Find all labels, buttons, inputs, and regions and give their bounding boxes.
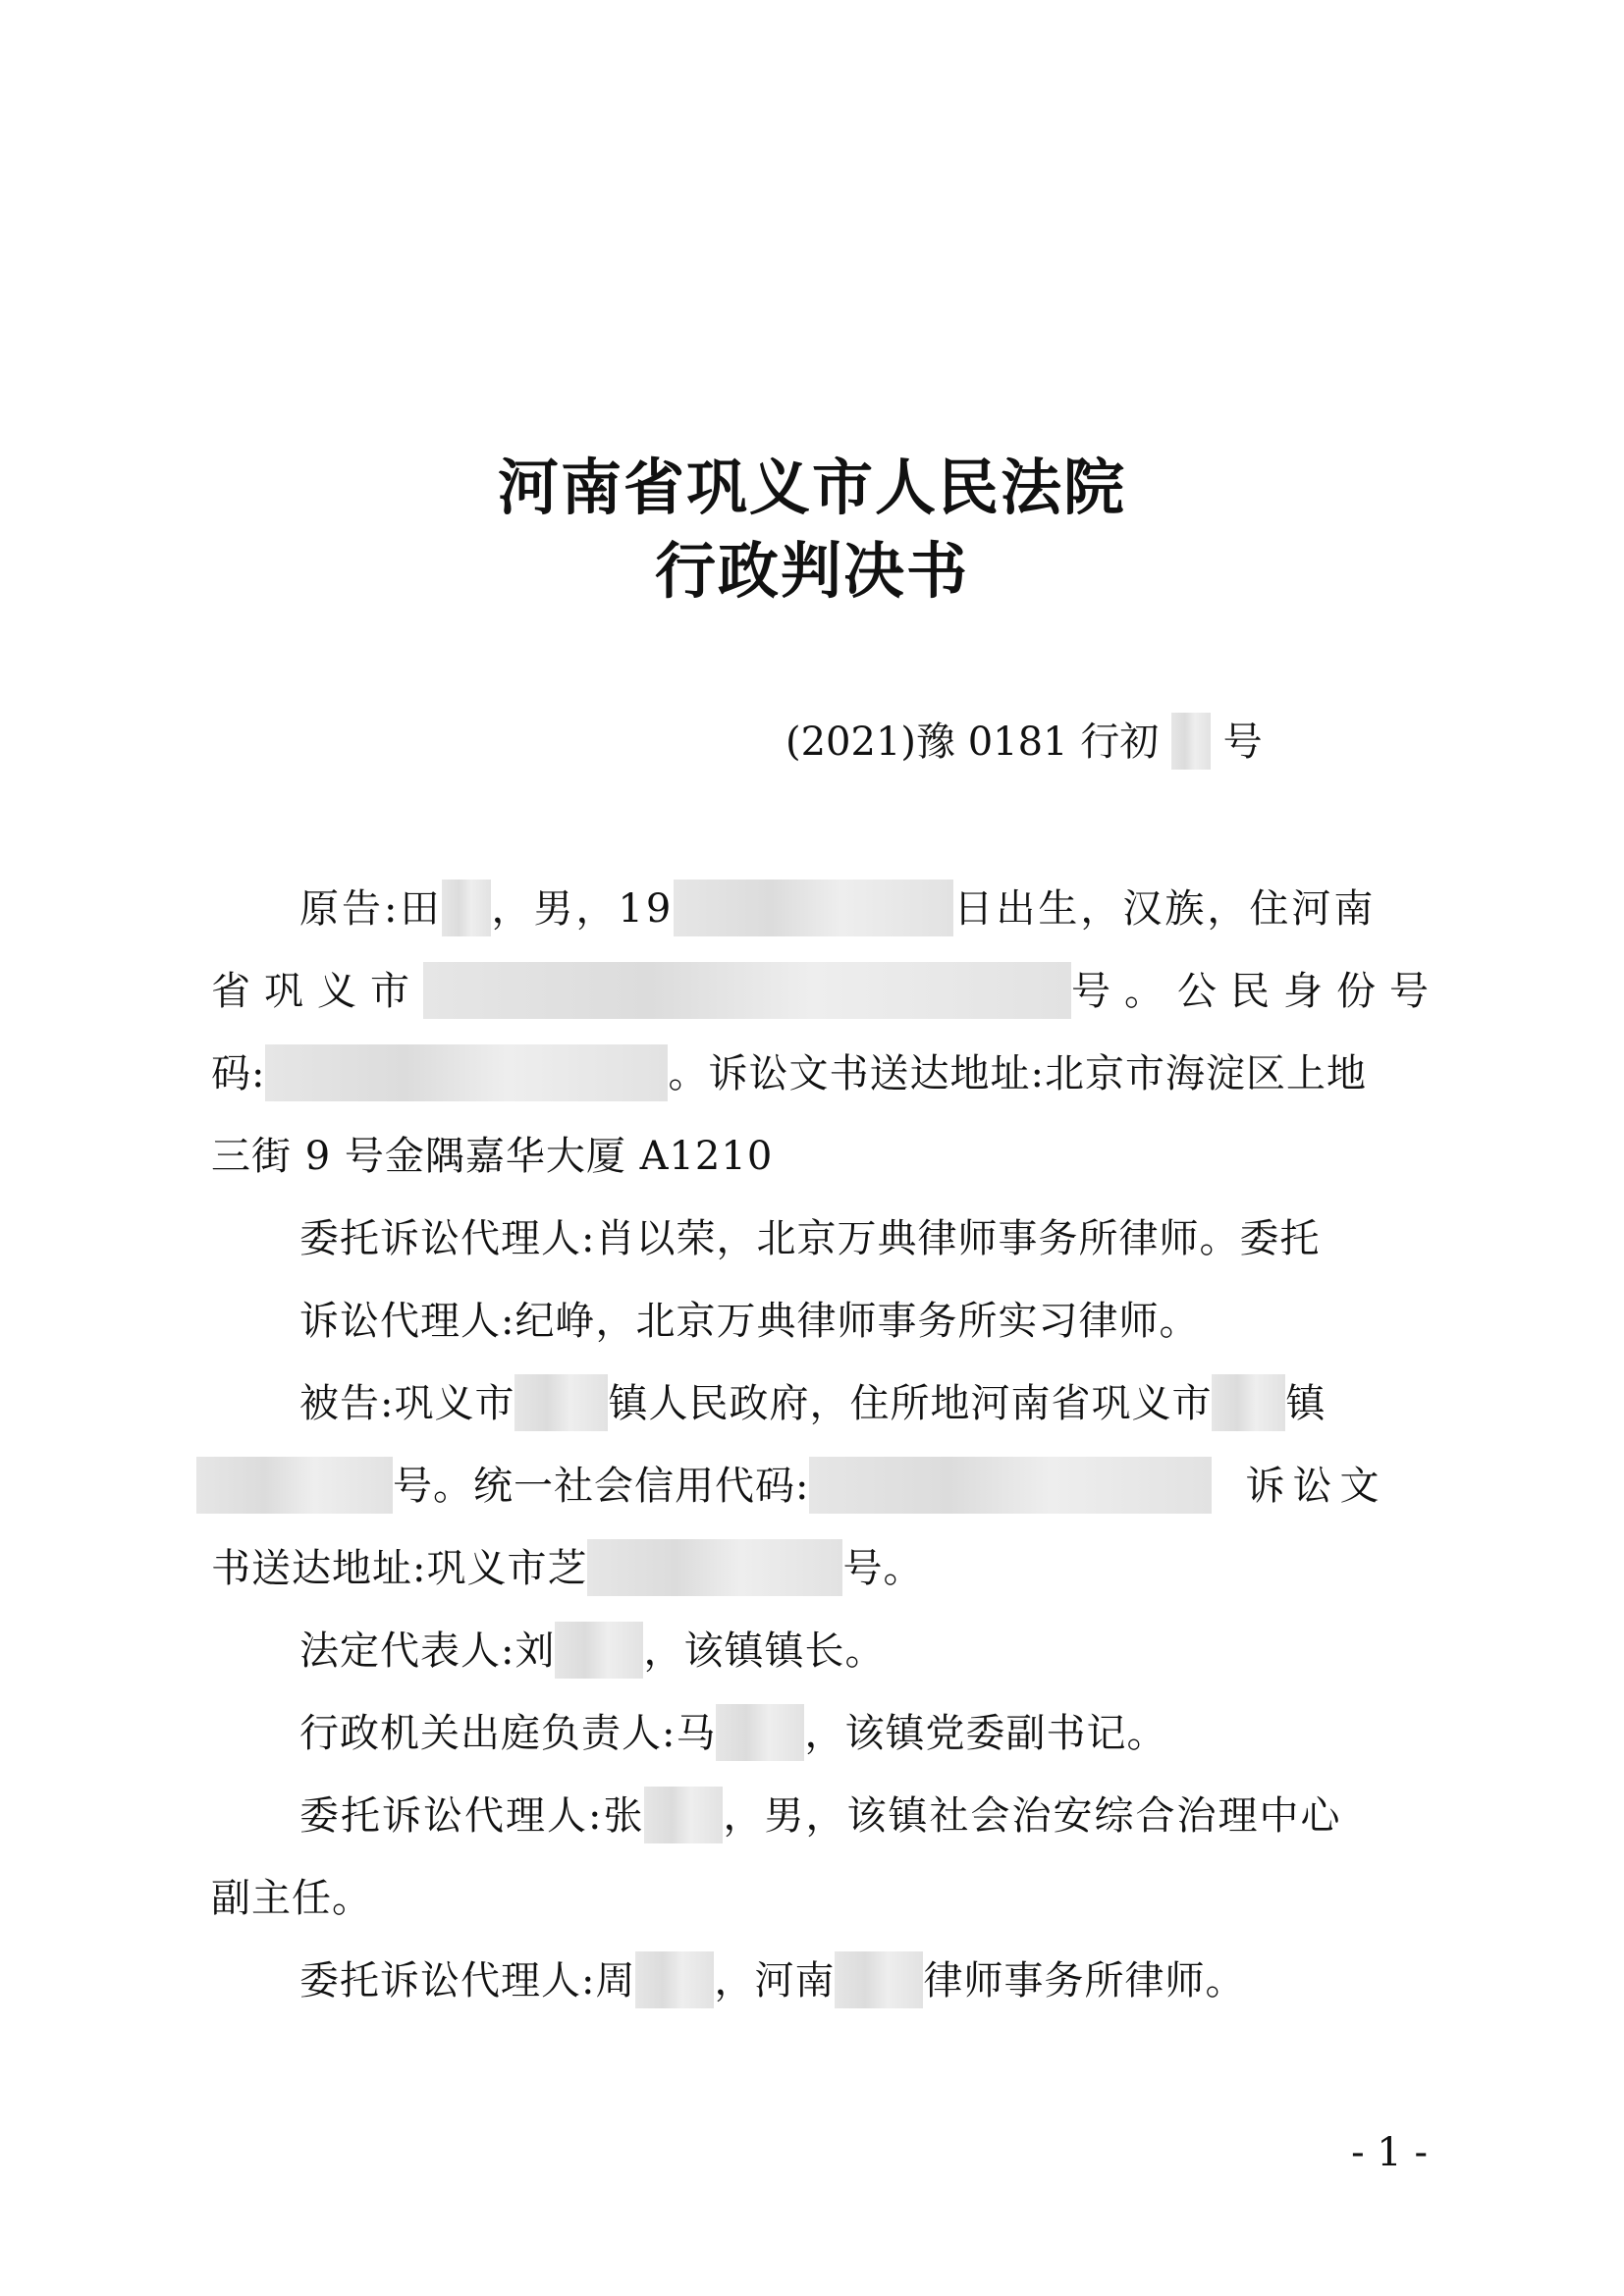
redaction-block [716, 1704, 804, 1761]
page-number: - 1 - [1351, 2130, 1428, 2175]
admin-head [299, 1706, 1166, 1761]
text-segment: 镇 [1285, 1381, 1326, 1426]
text-segment: ，河南 [714, 1958, 836, 2003]
plaintiff-line-3 [211, 1046, 1367, 1101]
plaintiff-line-1 [299, 881, 1376, 936]
text-segment: ，该镇党委副书记。 [804, 1711, 1167, 1756]
redaction-block [587, 1539, 842, 1596]
redaction-block [835, 1951, 923, 2008]
defendant-agent-1-line-2: 副主任。 [211, 1876, 372, 1921]
defendant-agent-2 [299, 1953, 1245, 2008]
redaction-block [1171, 713, 1211, 770]
redaction-block [809, 1457, 1212, 1514]
legal-representative [299, 1624, 885, 1679]
text-segment: 委托诉讼代理人:周 [299, 1958, 636, 2003]
text-segment: 被告:巩义市 [299, 1381, 515, 1426]
case-number-suffix: 号 [1222, 720, 1263, 765]
text-segment: ，男，19 [491, 886, 675, 932]
text-segment: ，男，该镇社会治安综合治理中心 [723, 1793, 1342, 1839]
text-segment: 号。统一社会信用代码: [393, 1464, 810, 1509]
case-number [785, 715, 1263, 770]
plaintiff-line-4: 三街 9 号金隅嘉华大厦 A1210 [211, 1134, 774, 1179]
redaction-block [514, 1374, 608, 1431]
text-segment: 号。公民身份号 [1071, 969, 1442, 1014]
text-segment: 日出生，汉族，住河南 [953, 886, 1377, 932]
defendant-line-2 [196, 1459, 1386, 1514]
redaction-block [1212, 1374, 1285, 1431]
text-segment: ，该镇镇长。 [643, 1629, 886, 1674]
text-segment: 法定代表人:刘 [299, 1629, 556, 1674]
redaction-block [423, 962, 1071, 1019]
defendant-line-3 [211, 1541, 923, 1596]
defendant-line-1 [299, 1376, 1326, 1431]
text-segment: 镇人民政府，住所地河南省巩义市 [608, 1381, 1213, 1426]
text-segment: 律师事务所律师。 [923, 1958, 1246, 2003]
plaintiff-agent-line-2: 诉讼代理人:纪峥，北京万典律师事务所实习律师。 [299, 1299, 1200, 1344]
text-segment: 号。 [842, 1546, 924, 1591]
text-segment: 诉讼文 [1245, 1464, 1387, 1509]
case-number-prefix: (2021)豫 0181 行初 [785, 720, 1160, 765]
text-segment: 书送达地址:巩义市芝 [211, 1546, 588, 1591]
text-segment: 。诉讼文书送达地址:北京市海淀区上地 [668, 1051, 1367, 1096]
text-segment: 码: [211, 1051, 266, 1096]
defendant-agent-1-line-1 [299, 1789, 1341, 1843]
redaction-block [555, 1622, 643, 1679]
redaction-block [442, 880, 491, 936]
court-name: 河南省巩义市人民法院 [497, 452, 1126, 523]
document-type: 行政判决书 [654, 535, 969, 607]
text-segment: 原告:田 [299, 886, 443, 932]
redaction-block [644, 1787, 723, 1843]
plaintiff-agent-line-1: 委托诉讼代理人:肖以荣，北京万典律师事务所律师。委托 [299, 1216, 1321, 1261]
redaction-block [674, 880, 953, 936]
redaction-block [635, 1951, 714, 2008]
text-segment: 委托诉讼代理人:张 [299, 1793, 645, 1839]
redaction-block [265, 1044, 668, 1101]
text-segment: 行政机关出庭负责人:马 [299, 1711, 717, 1756]
redaction-block [196, 1457, 393, 1514]
plaintiff-line-2 [211, 964, 1442, 1019]
text-segment: 省巩义市 [211, 969, 423, 1014]
